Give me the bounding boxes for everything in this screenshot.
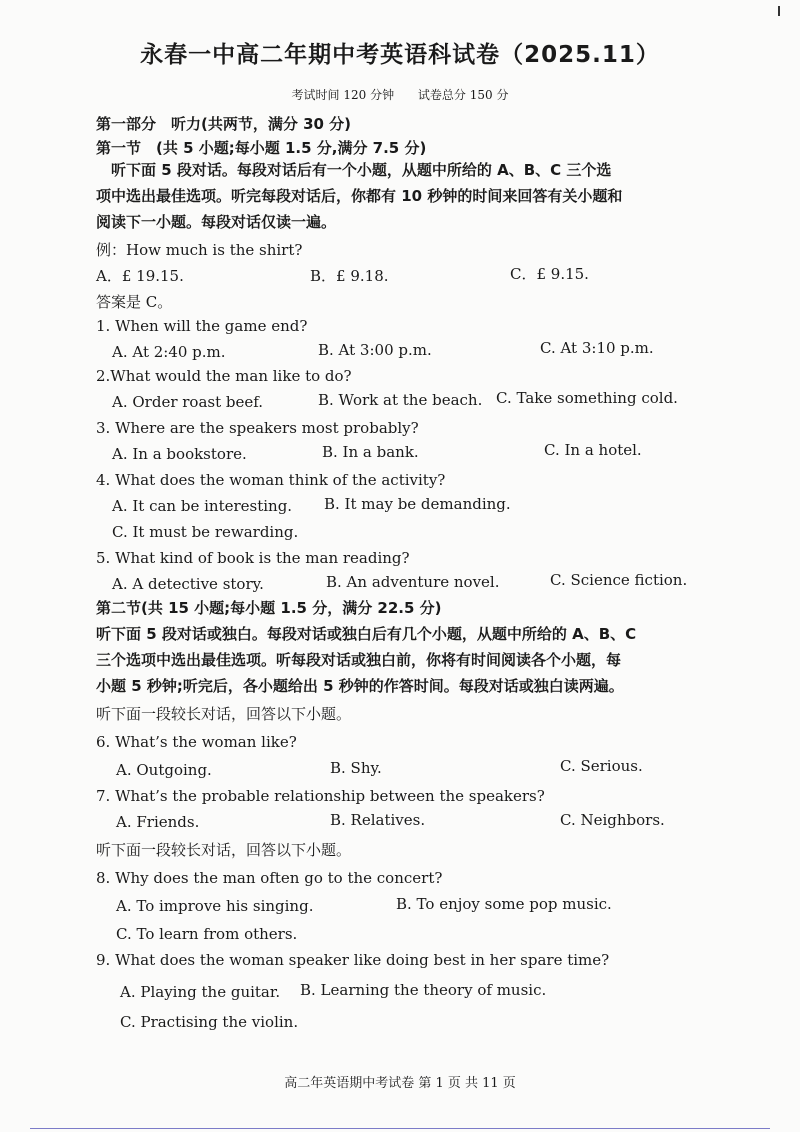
q7-option-c: C. Neighbors.: [560, 811, 665, 829]
exam-time: 考试时间 120 分钟: [291, 88, 395, 102]
question-7: 7. What’s the probable relationship between the speakers?: [96, 787, 545, 805]
q8-option-a: A. To improve his singing.: [116, 897, 314, 915]
group2-intro: 听下面一段较长对话，回答以下小题。: [96, 841, 352, 859]
exam-score: 试卷总分 150 分: [417, 88, 509, 102]
q6-option-a: A. Outgoing.: [116, 761, 212, 779]
section1-instruction-line: 阅读下一小题。每段对话仅读一遍。: [96, 213, 337, 231]
q2-option-b: B. Work at the beach.: [318, 391, 483, 409]
q9-option-c: C. Practising the violin.: [120, 1013, 299, 1031]
q4-option-a: A. It can be interesting.: [112, 497, 293, 515]
page-footer: 高二年英语期中考试卷 第 1 页 共 11 页: [284, 1076, 516, 1091]
q8-option-c: C. To learn from others.: [116, 925, 298, 943]
question-8: 8. Why does the man often go to the concert?: [96, 869, 443, 887]
q1-option-c: C. At 3:10 p.m.: [540, 339, 654, 357]
section1-heading: 第一节 (共 5 小题;每小题 1.5 分,满分 7.5 分): [96, 139, 427, 157]
q5-option-b: B. An adventure novel.: [326, 573, 500, 591]
example-option-b: B．£ 9.18.: [310, 267, 389, 285]
q8-option-b: B. To enjoy some pop music.: [396, 895, 612, 913]
question-6: 6. What’s the woman like?: [96, 733, 297, 751]
question-4: 4. What does the woman think of the activity?: [96, 471, 446, 489]
question-3: 3. Where are the speakers most probably?: [96, 419, 419, 437]
q5-option-c: C. Science fiction.: [550, 571, 688, 589]
question-5: 5. What kind of book is the man reading?: [96, 549, 410, 567]
q3-option-b: B. In a bank.: [322, 443, 419, 461]
q9-option-b: B. Learning the theory of music.: [300, 981, 547, 999]
q7-option-a: A. Friends.: [116, 813, 200, 831]
section2-instruction-line: 三个选项中选出最佳选项。听每段对话或独白前，你将有时间阅读各个小题，每: [96, 651, 622, 669]
q7-option-b: B. Relatives.: [330, 811, 426, 829]
question-2: 2.What would the man like to do?: [96, 367, 352, 385]
q4-option-c: C. It must be rewarding.: [112, 523, 299, 541]
q3-option-c: C. In a hotel.: [544, 441, 642, 459]
q3-option-a: A. In a bookstore.: [112, 445, 247, 463]
section1-instruction-line: 项中选出最佳选项。听完每段对话后，你都有 10 秒钟的时间来回答有关小题和: [96, 187, 623, 205]
question-9: 9. What does the woman speaker like doing best in her spare time?: [96, 951, 610, 969]
scan-mark: [778, 6, 780, 16]
q1-option-a: A. At 2:40 p.m.: [112, 343, 226, 361]
example-question: 例：How much is the shirt?: [96, 241, 303, 259]
q6-option-b: B. Shy.: [330, 759, 382, 777]
example-answer: 答案是 C。: [96, 293, 173, 311]
q4-option-b: B. It may be demanding.: [324, 495, 511, 513]
q2-option-a: A. Order roast beef.: [112, 393, 264, 411]
group1-intro: 听下面一段较长对话，回答以下小题。: [96, 705, 352, 723]
q5-option-a: A. A detective story.: [112, 575, 264, 593]
part1-heading: 第一部分 听力(共两节，满分 30 分): [96, 115, 352, 133]
example-option-c: C．£ 9.15.: [510, 265, 589, 283]
q2-option-c: C. Take something cold.: [496, 389, 678, 407]
q9-option-a: A. Playing the guitar.: [120, 983, 281, 1001]
exam-title: 永春一中高二年期中考英语科试卷（2025.11）: [140, 42, 660, 68]
section2-instruction-line: 小题 5 秒钟;听完后，各小题给出 5 秒钟的作答时间。每段对话或独白读两遍。: [96, 677, 624, 695]
example-option-a: A．£ 19.15.: [96, 267, 184, 285]
section1-instruction-line: 听下面 5 段对话。每段对话后有一个小题，从题中所给的 A、B、C 三个选: [96, 161, 612, 179]
section2-instruction-line: 听下面 5 段对话或独白。每段对话或独白后有几个小题，从题中所给的 A、B、C: [96, 625, 637, 643]
section2-heading: 第二节(共 15 小题;每小题 1.5 分，满分 22.5 分): [96, 599, 442, 617]
scan-edge-line: [30, 1128, 770, 1129]
q6-option-c: C. Serious.: [560, 757, 643, 775]
question-1: 1. When will the game end?: [96, 317, 308, 335]
q1-option-b: B. At 3:00 p.m.: [318, 341, 432, 359]
exam-info: [0, 86, 800, 103]
